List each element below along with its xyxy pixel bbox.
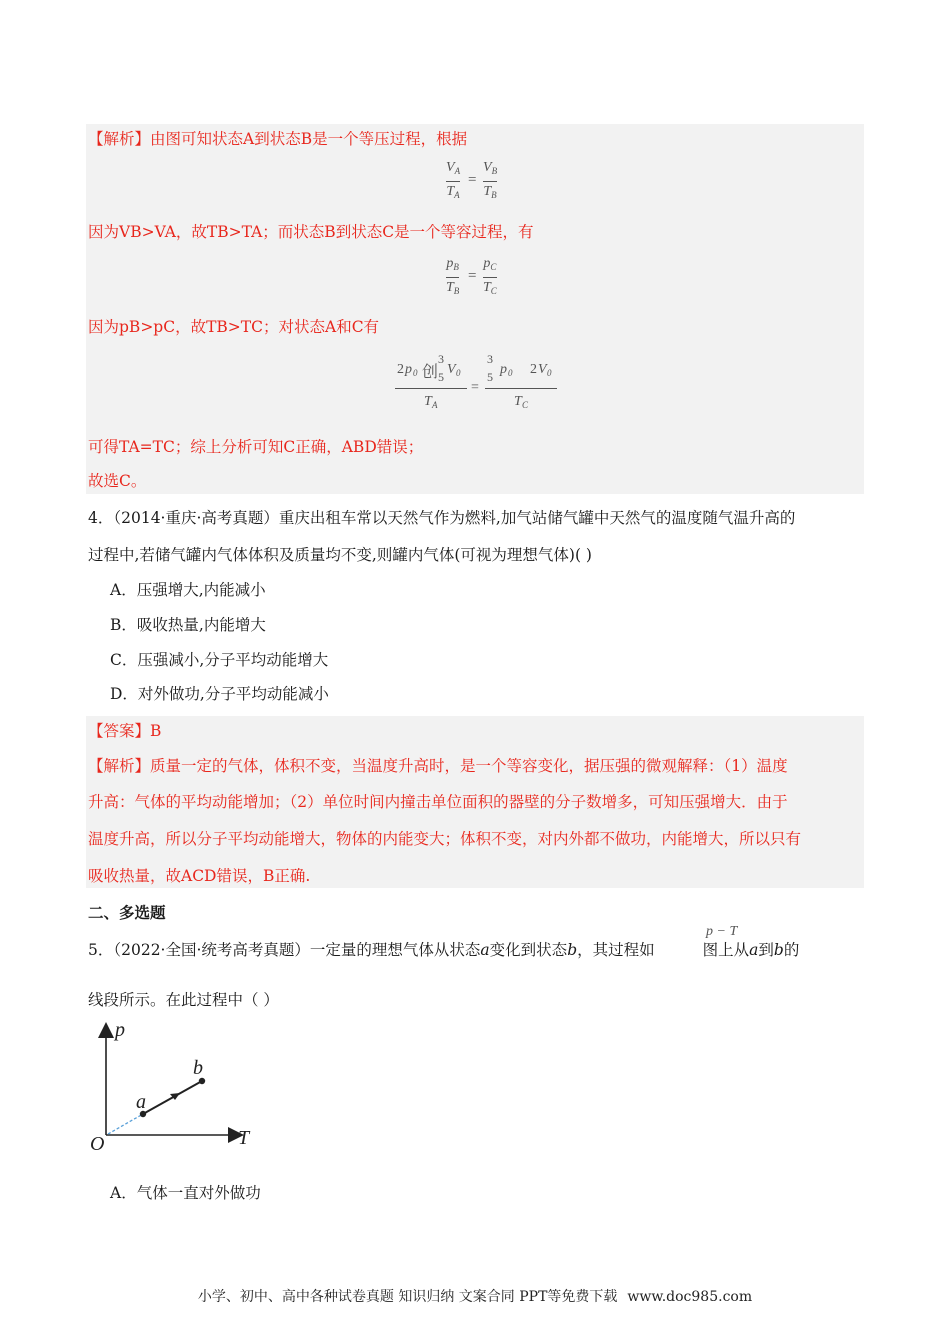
section-title: 二、多选题 <box>88 904 166 922</box>
q5-option-a: A．气体一直对外做功 <box>110 1184 261 1202</box>
analysis-q3-line5: 故选C。 <box>88 472 147 490</box>
analysis-text: 由图可知状态A到状态B是一个等压过程，根据 <box>150 130 468 148</box>
q4-stem-line1: 4．（2014·重庆·高考真题）重庆出租车常以天然气作为燃料,加气站储气罐中天然气的温度随气温升高的 <box>88 509 796 527</box>
x-axis-label: T <box>238 1127 250 1149</box>
q4-analysis-line1: 【解析】质量一定的气体，体积不变，当温度升高时，是一个等容变化，据压强的微观解释：（1）温度 <box>88 757 788 775</box>
q4-analysis-line4: 吸收热量，故ACD错误，B正确. <box>88 867 311 885</box>
pt-graph <box>86 1020 266 1160</box>
analysis-q3-line3: 因为pB>pC，故TB>TC；对状态A和C有 <box>88 318 380 336</box>
point-a-label: a <box>136 1091 146 1113</box>
footer-url[interactable]: www.doc985.com <box>627 1289 753 1305</box>
formula2-right-fraction: $p_C$ $T_C$ <box>483 256 497 296</box>
process-segment <box>143 1081 202 1114</box>
q4-answer: 【答案】B <box>88 722 162 740</box>
q5-stem-line2: 线段所示。在此过程中（ ） <box>88 991 279 1009</box>
q4-option-a: A．压强增大,内能减小 <box>110 581 266 599</box>
analysis-q3-line2: 因为VB>VA，故TB>TA；而状态B到状态C是一个等容过程，有 <box>88 223 534 241</box>
point-b-label: b <box>193 1057 203 1079</box>
analysis-tag: 【解析】 <box>88 130 151 148</box>
origin-label: O <box>90 1133 105 1155</box>
footer-text: 小学、初中、高中各种试卷真题 知识归纳 文案合同 PPT等免费下载 <box>197 1289 618 1305</box>
q4-option-d: D．对外做功,分子平均动能减小 <box>110 685 329 703</box>
q4-stem-line2: 过程中,若储气罐内气体体积及质量均不变,则罐内气体(可视为理想气体)( ) <box>88 546 592 564</box>
formula2-left-fraction: $p_B$ $T_B$ <box>446 256 460 296</box>
dashed-extension <box>108 1114 143 1134</box>
q4-option-b: B．吸收热量,内能增大 <box>110 616 266 634</box>
formula2-equals: = <box>468 268 477 284</box>
formula1-left-fraction: $V_A$ $T_A$ <box>446 160 461 200</box>
q4-analysis-line3: 温度升高，所以分子平均动能增大，物体的内能变大；体积不变，对内外都不做功，内能增大，所以只有 <box>88 830 802 848</box>
formula3: 2 p 0 创 3 5 V 0 T A = 3 5 p 0 2 V 0 T C <box>395 352 565 416</box>
analysis-q3-line1 <box>88 129 467 149</box>
formula1-right-fraction: $V_B$ $T_B$ <box>483 160 498 200</box>
formula1-equals: = <box>468 172 477 188</box>
q5-stem-line1: 5．（2022·全国·统考高考真题）一定量的理想气体从状态a变化到状态b，其过程如 图上从a到b的 <box>88 941 800 959</box>
analysis-q3-line4: 可得TA=TC；综上分析可知C正确，ABD错误； <box>88 438 424 456</box>
q4-analysis-line2: 升高：气体的平均动能增加；（2）单位时间内撞击单位面积的器壁的分子数增多，可知压强增大．由于 <box>88 793 788 811</box>
y-axis-label: p <box>115 1020 125 1041</box>
page-footer <box>0 1286 950 1306</box>
pt-graph-label: p − T <box>706 924 738 939</box>
q4-option-c: C．压强减小,分子平均动能增大 <box>110 651 329 669</box>
